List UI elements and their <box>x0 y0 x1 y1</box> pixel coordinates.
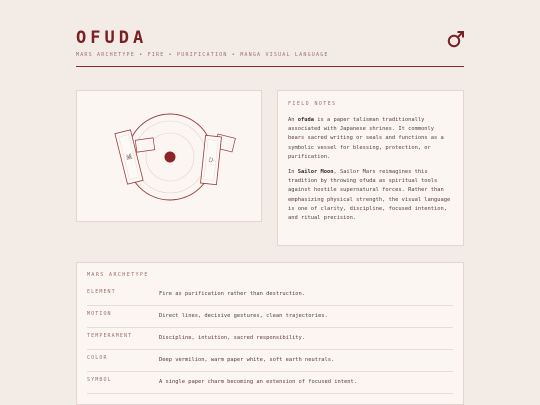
field-notes-heading: FIELD NOTES <box>288 101 337 107</box>
archetype-row-element <box>87 284 453 306</box>
archetype-value: Discipline, intuition, sacred responsibility. <box>159 335 306 341</box>
archetype-value: Deep vermilion, warm paper white, soft earth neutrals. <box>159 357 335 363</box>
field-notes-paragraph-2 <box>288 168 453 223</box>
archetype-value: A single paper charm becoming an extension of focused intent. <box>159 379 357 385</box>
ofuda-illustration-card <box>76 90 262 222</box>
mars-symbol-icon <box>446 29 466 49</box>
p2-post: , Sailor Mars reimagines this tradition by throwing ofuda as spiritual tools against hostile supernatural forces. Rather than emphasizing physical strength, the visual language is one of clarity, discipline, focused intention, and ritual precision. <box>288 169 451 222</box>
archetype-value: Fire as purification rather than destruction. <box>159 291 306 297</box>
archetype-heading: MARS ARCHETYPE <box>87 272 149 278</box>
ofuda-illustration <box>77 91 263 223</box>
archetype-key: COLOR <box>87 355 108 361</box>
p1-term: ofuda <box>297 117 314 123</box>
archetype-row-temperament <box>87 328 453 350</box>
archetype-value: Direct lines, decisive gestures, clean trajectories. <box>159 313 328 319</box>
page-subtitle: MARS ARCHETYPE • FIRE • PURIFICATION • MANGA VISUAL LANGUAGE <box>76 52 329 58</box>
mars-archetype-card <box>76 262 464 405</box>
field-notes-paragraph-1 <box>288 116 453 162</box>
field-notes-card <box>277 90 464 246</box>
p2-term: Sailor Moon <box>297 169 334 176</box>
page-title: OFUDA <box>76 28 148 48</box>
archetype-key: ELEMENT <box>87 289 116 295</box>
p1-pre: An <box>288 117 298 123</box>
header-divider <box>76 66 464 67</box>
p2-pre: In <box>288 169 298 176</box>
talisman-left-glyph: 滅 <box>125 153 133 162</box>
p1-post: is a paper talisman traditionally associated with Japanese shrines. It commonly bears sacred writing or seals and functions as a symbolic vessel for blessing, protection, or purification. <box>288 117 444 160</box>
archetype-row-color <box>87 350 453 372</box>
archetype-key: TEMPERAMENT <box>87 333 133 339</box>
archetype-row-motion <box>87 306 453 328</box>
talisman-left <box>115 130 143 184</box>
archetype-row-symbol <box>87 372 453 394</box>
talisman-small-left <box>135 138 154 152</box>
archetype-key: SYMBOL <box>87 377 112 383</box>
talisman-right <box>201 135 222 184</box>
center-seal-dot <box>165 152 176 163</box>
talisman-right-glyph: ひ <box>207 156 215 165</box>
archetype-key: MOTION <box>87 311 112 317</box>
